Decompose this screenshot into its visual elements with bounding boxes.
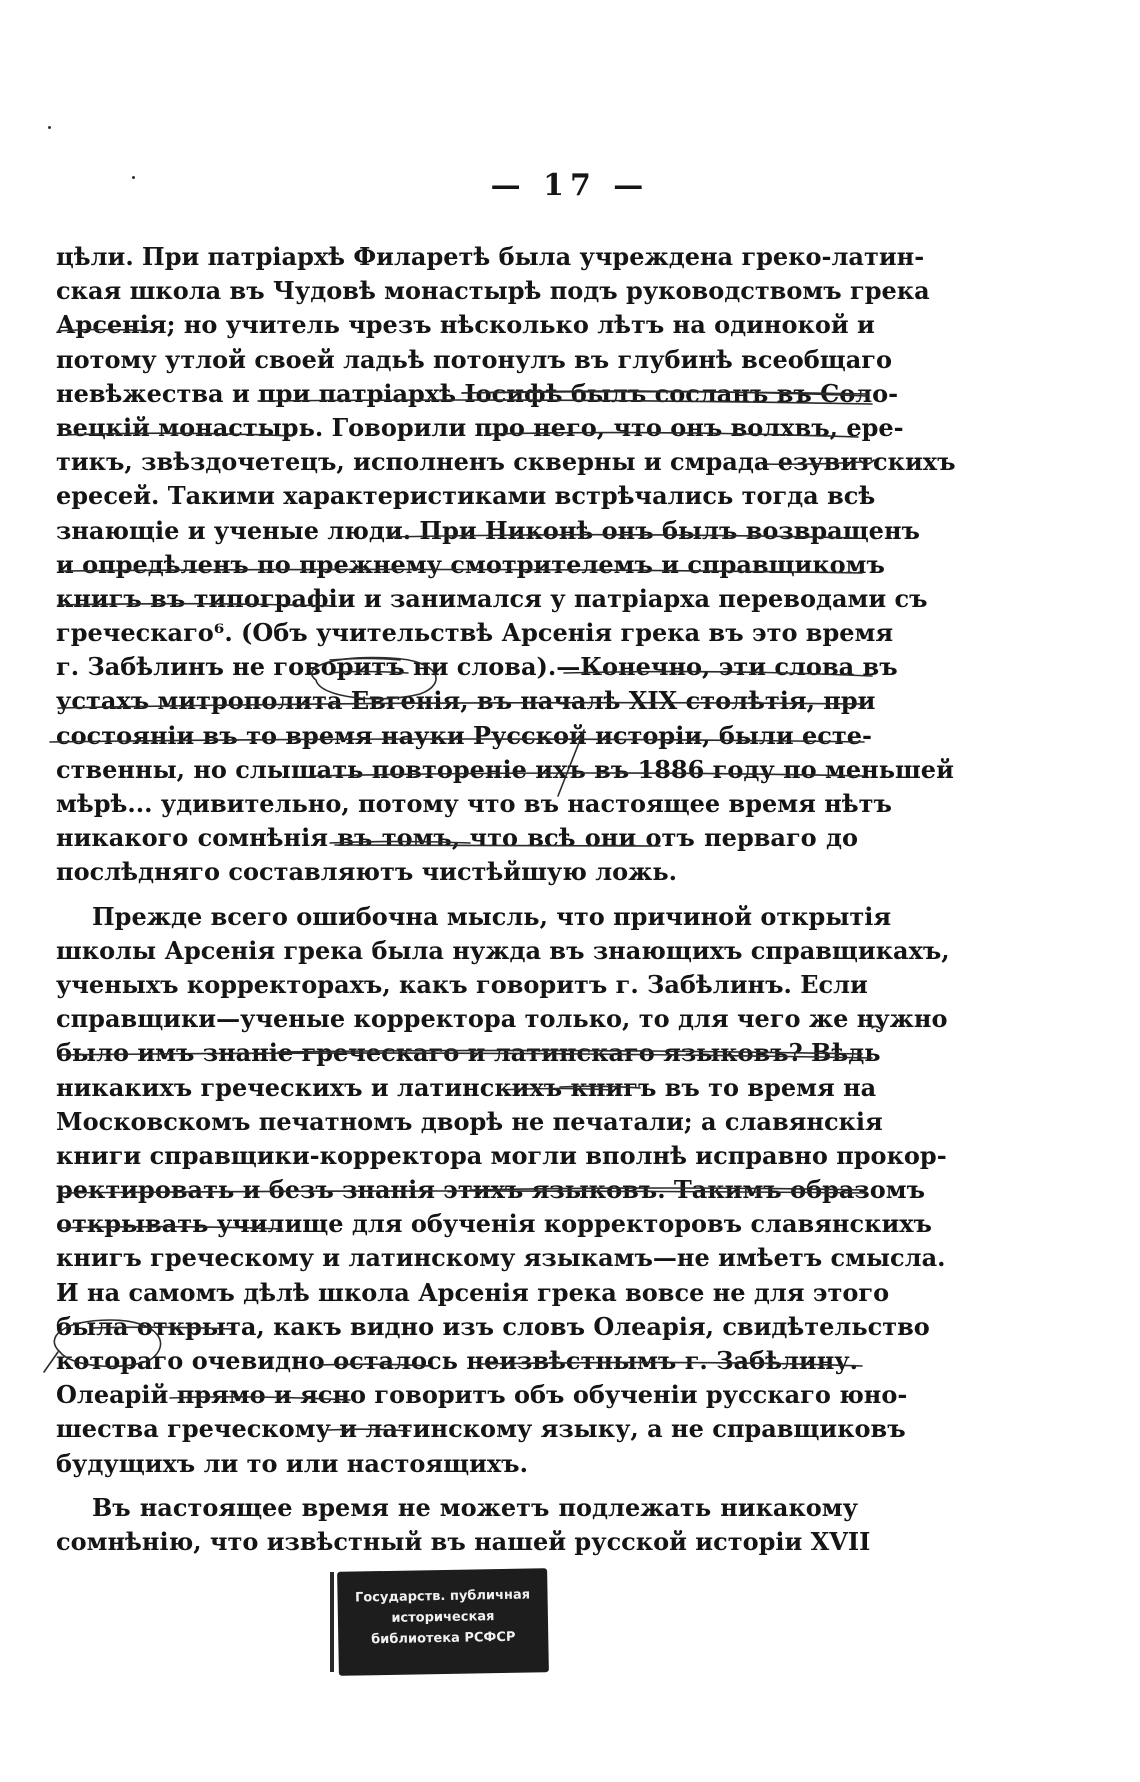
text-line: Въ настоящее время не можетъ подлежать никакому — [92, 1492, 858, 1522]
text-line: справщики—ученые корректора только, то для чего же нужно — [56, 1004, 948, 1034]
text-line: книгъ греческому и латинскому языкамъ—не имѣетъ смысла. — [56, 1243, 946, 1273]
text-line: состояніи въ то время науки Русской исторіи, были есте- — [56, 720, 872, 750]
text-line: школы Арсенія грека была нужда въ знающихъ справщикахъ, — [56, 935, 950, 965]
text-line: шества греческому и латинскому языку, а не справщиковъ — [56, 1414, 906, 1444]
text-line: греческаго⁶. (Объ учительствѣ Арсенія грека въ это время — [56, 618, 894, 648]
stamp-line: историческая — [391, 1609, 495, 1626]
text-line: котораго очевидно осталось неизвѣстнымъ г. Забѣлину. — [56, 1346, 858, 1375]
paper-speck — [48, 126, 51, 129]
page-number: — 17 — — [490, 168, 650, 203]
text-line: было имъ знаніе греческаго и латинскаго языковъ? Вѣдь — [56, 1038, 881, 1068]
text-line: книги справщики-корректора могли вполнѣ исправно прокор- — [56, 1140, 947, 1170]
body-text — [56, 240, 956, 1559]
text-line: никакого сомнѣнія въ томъ, что всѣ они отъ перваго до — [56, 823, 858, 853]
stamp-border — [330, 1572, 334, 1672]
text-line: невѣжества и при патріархѣ Іосифѣ былъ сосланъ въ Соло- — [56, 378, 899, 408]
paragraph — [56, 1491, 871, 1559]
text-line: книгъ въ типографіи и занимался у патріарха переводами съ — [56, 583, 928, 613]
text-line: Московскомъ печатномъ дворѣ не печатали; а славянскія — [56, 1106, 883, 1136]
text-line: вецкій монастырь. Говорили про него, что онъ волхвъ, ере- — [56, 412, 904, 442]
text-line: Прежде всего ошибочна мысль, что причиной открытія — [92, 901, 892, 931]
text-line: тикъ, звѣздочетецъ, исполненъ скверны и смрада езувитскихъ — [56, 447, 956, 477]
library-stamp — [337, 1568, 549, 1676]
text-line: ересей. Такими характеристиками встрѣчались тогда всѣ — [56, 481, 876, 511]
text-line: ученыхъ корректорахъ, какъ говоритъ г. Забѣлинъ. Если — [56, 969, 868, 999]
stamp-line: Государств. публичная — [354, 1587, 531, 1606]
text-line: знающіе и ученые люди. При Никонѣ онъ былъ возвращенъ — [56, 515, 920, 545]
text-line: открывать училище для обученія корректоровъ славянскихъ — [56, 1209, 932, 1239]
text-line: Арсенія; но учитель чрезъ нѣсколько лѣтъ на одинокой и — [56, 310, 875, 340]
text-line: устахъ митрополита Евгенія, въ началѣ XIX столѣтія, при — [56, 686, 876, 716]
text-line: ственны, но слышать повтореніе ихъ въ 1886 году по меньшей — [56, 754, 954, 784]
text-line: цѣли. При патріархѣ Филаретѣ была учреждена греко-латин- — [56, 242, 925, 271]
text-line: И на самомъ дѣлѣ школа Арсенія грека вовсе не для этого — [56, 1277, 890, 1307]
text-line: никакихъ греческихъ и латинскихъ книгъ въ то время на — [56, 1072, 877, 1102]
text-line: послѣдняго составляютъ чистѣйшую ложь. — [56, 857, 678, 887]
text-line: была открыта, какъ видно изъ словъ Олеарія, свидѣтельство — [56, 1311, 930, 1341]
text-line: потому утлой своей ладьѣ потонулъ въ глубинѣ всеобщаго — [56, 344, 892, 374]
stamp-line: библиотека РСФСР — [370, 1629, 516, 1648]
paragraph — [56, 900, 950, 1481]
text-line: ская школа въ Чудовѣ монастырѣ подъ руководствомъ грека — [56, 276, 930, 306]
text-line: сомнѣнію, что извѣстный въ нашей русской исторіи XVII — [56, 1526, 871, 1556]
text-line: будущихъ ли то или настоящихъ. — [56, 1448, 528, 1478]
text-line: ректировать и безъ знанія этихъ языковъ. Такимъ образомъ — [56, 1175, 925, 1205]
text-line: Олеарій прямо и ясно говоритъ объ обученіи русскаго юно- — [56, 1380, 908, 1410]
paragraph — [56, 240, 956, 890]
text-line: г. Забѣлинъ не говоритъ ни слова).—Конечно, эти слова въ — [56, 652, 898, 682]
text-line: и опредѣленъ по прежнему смотрителемъ и справщикомъ — [56, 549, 885, 579]
text-line: мѣрѣ... удивительно, потому что въ настоящее время нѣтъ — [56, 789, 892, 818]
